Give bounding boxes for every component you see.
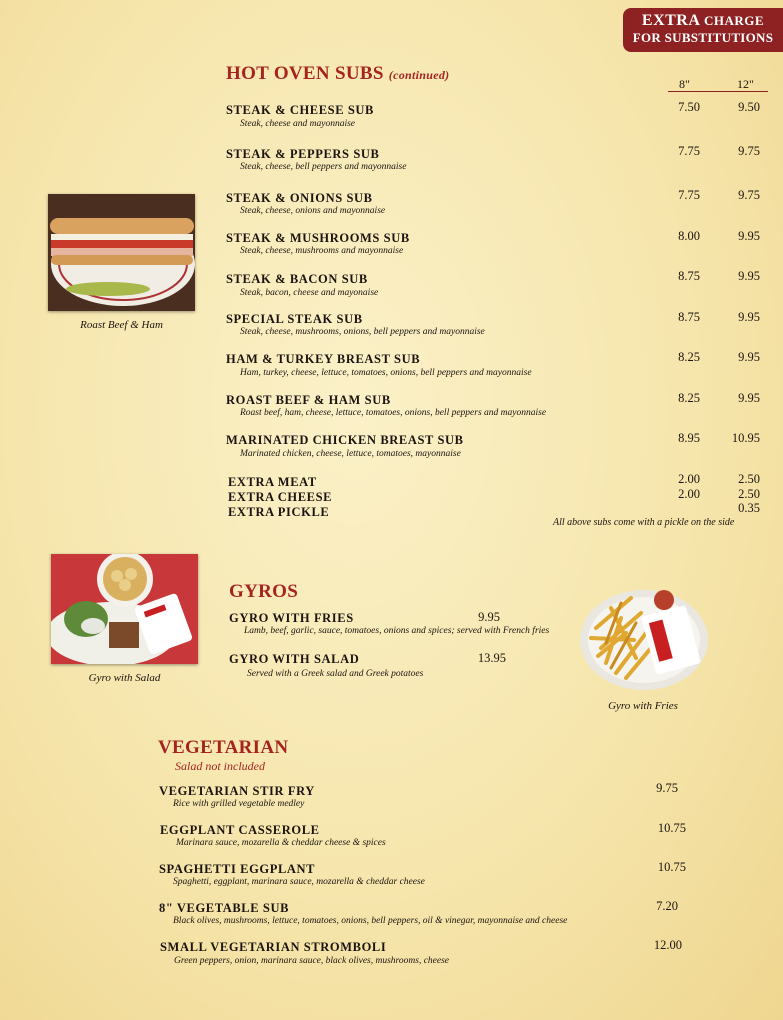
price-8: 2.00 [678, 487, 700, 501]
price-8: 8.25 [678, 391, 700, 405]
gyro-salad-photo [51, 554, 198, 664]
price-8: 8.25 [678, 350, 700, 364]
sub-name: HAM & TURKEY BREAST SUB [226, 352, 421, 366]
gyro-price: 9.95 [478, 610, 500, 624]
gyro-desc: Lamb, beef, garlic, sauce, tomatoes, onions and spices; served with French fries [244, 626, 550, 636]
price-8: 7.75 [678, 144, 700, 158]
column-rule [668, 91, 768, 92]
sub-name: MARINATED CHICKEN BREAST SUB [226, 433, 464, 447]
price-12: 2.50 [738, 472, 760, 486]
veg-name: 8" VEGETABLE SUB [159, 901, 290, 915]
sub-name: ROAST BEEF & HAM SUB [226, 393, 391, 407]
sub-desc: Steak, cheese, mushrooms, onions, bell peppers and mayonnaise [240, 327, 485, 337]
veg-name: EGGPLANT CASSEROLE [160, 823, 320, 837]
price-8: 8.95 [678, 431, 700, 445]
col-head-12: 12" [737, 77, 754, 91]
veg-desc: Black olives, mushrooms, lettuce, tomatoes, onions, bell peppers, oil & vinegar, mayonnaise and cheese [173, 916, 568, 926]
price-12: 9.95 [738, 350, 760, 364]
price-12: 0.35 [738, 501, 760, 515]
sub-name: STEAK & CHEESE SUB [226, 103, 374, 117]
sub-desc: Ham, turkey, cheese, lettuce, tomatoes, onions, bell peppers and mayonnaise [240, 368, 532, 378]
veg-desc: Green peppers, onion, marinara sauce, black olives, mushrooms, cheese [174, 956, 450, 966]
sub-desc: Steak, cheese, bell peppers and mayonnaise [240, 162, 407, 172]
sub-name: STEAK & ONIONS SUB [226, 191, 373, 205]
price-12: 9.75 [738, 144, 760, 158]
gyro-fries-photo [576, 578, 710, 696]
veg-name: VEGETARIAN STIR FRY [159, 784, 315, 798]
gyros-title: GYROS [229, 581, 299, 602]
veg-desc: Marinara sauce, mozarella & cheddar cheese & spices [176, 838, 386, 848]
price-12: 9.95 [738, 310, 760, 324]
gyro-name: GYRO WITH FRIES [229, 611, 354, 625]
extra-name: EXTRA CHEESE [228, 490, 333, 504]
sub-desc: Steak, bacon, cheese and mayonaise [240, 288, 379, 298]
sub-name: STEAK & MUSHROOMS SUB [226, 231, 410, 245]
price-12: 9.95 [738, 269, 760, 283]
subs-continued: (continued) [388, 68, 450, 82]
gyro-desc: Served with a Greek salad and Greek potatoes [247, 669, 424, 679]
veg-price: 10.75 [657, 821, 686, 835]
roast-beef-ham-photo [48, 194, 195, 311]
sub-desc: Steak, cheese, mushrooms and mayonnaise [240, 246, 404, 256]
veg-price: 7.20 [656, 899, 678, 913]
sub-desc: Roast beef, ham, cheese, lettuce, tomatoes, onions, bell peppers and mayonnaise [240, 408, 547, 418]
badge-substitutions: FOR SUBSTITUTIONS [632, 30, 774, 45]
price-8: 7.50 [678, 100, 700, 114]
col-head-8: 8" [679, 77, 690, 91]
price-12: 9.95 [738, 229, 760, 243]
vegetarian-subtitle: Salad not included [175, 759, 265, 773]
veg-price: 10.75 [657, 860, 686, 874]
price-12: 9.50 [738, 100, 760, 114]
veg-desc: Spaghetti, eggplant, marinara sauce, mozarella & cheddar cheese [173, 877, 425, 887]
price-8: 8.75 [678, 269, 700, 283]
price-8: 8.00 [678, 229, 700, 243]
sub-name: STEAK & PEPPERS SUB [226, 147, 380, 161]
veg-desc: Rice with grilled vegetable medley [173, 799, 305, 809]
sub-desc: Marinated chicken, cheese, lettuce, tomatoes, mayonnaise [240, 449, 461, 459]
sub-desc: Steak, cheese and mayonnaise [240, 119, 356, 129]
veg-price: 9.75 [656, 781, 678, 795]
price-12: 10.95 [731, 431, 760, 445]
vegetarian-title: VEGETARIAN [158, 737, 289, 758]
sub-desc: Steak, cheese, onions and mayonnaise [240, 206, 386, 216]
price-8: 7.75 [678, 188, 700, 202]
price-12: 9.75 [738, 188, 760, 202]
price-8: 8.75 [678, 310, 700, 324]
gyro-salad-caption: Gyro with Salad [88, 672, 161, 684]
price-12: 9.95 [738, 391, 760, 405]
gyro-fries-caption: Gyro with Fries [608, 700, 678, 712]
extra-name: EXTRA MEAT [228, 475, 317, 489]
veg-price: 12.00 [653, 938, 682, 952]
sub-name: STEAK & BACON SUB [226, 272, 368, 286]
roast-beef-caption: Roast Beef & Ham [80, 319, 163, 331]
subs-title [226, 63, 449, 85]
veg-name: SPAGHETTI EGGPLANT [159, 862, 316, 876]
subs-title-text: HOT OVEN SUBS [226, 63, 384, 84]
badge-charge: CHARGE [704, 13, 765, 28]
extra-name: EXTRA PICKLE [228, 505, 330, 519]
gyro-name: GYRO WITH SALAD [229, 652, 360, 666]
gyro-price: 13.95 [477, 651, 506, 665]
price-8: 2.00 [678, 472, 700, 486]
badge-extra: EXTRA [641, 12, 700, 29]
price-12: 2.50 [738, 487, 760, 501]
veg-name: SMALL VEGETARIAN STROMBOLI [160, 940, 387, 954]
sub-name: SPECIAL STEAK SUB [226, 312, 363, 326]
pickle-note: All above subs come with a pickle on the side [553, 517, 735, 528]
extra-charge-badge [623, 8, 783, 52]
